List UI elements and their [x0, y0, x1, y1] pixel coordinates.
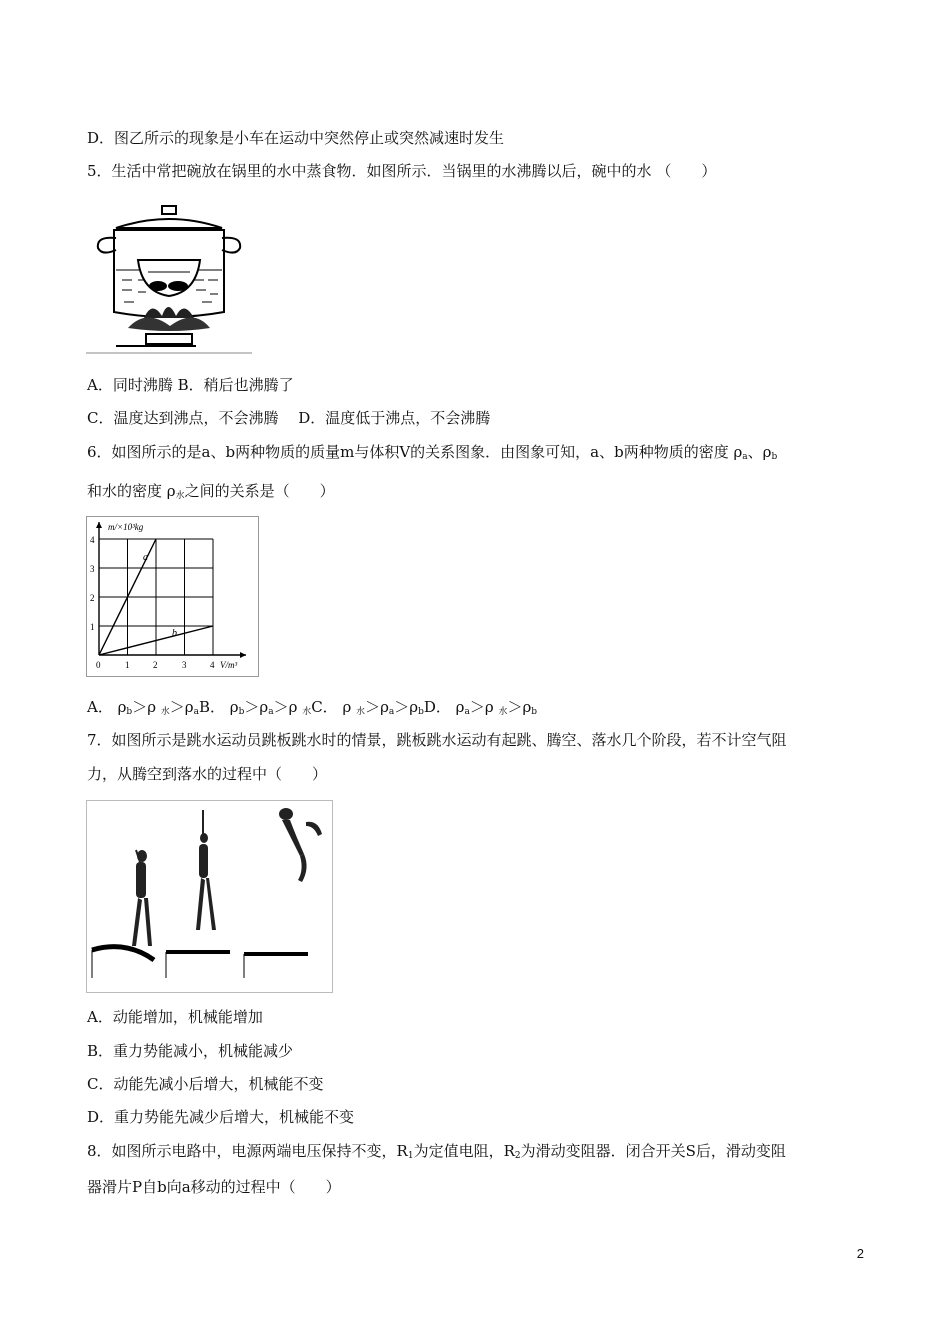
q6b-sub: 水 [175, 491, 185, 501]
question-6-options: A． $\rho_b>\rho$ $_水>\rho_aB$． $\rho_b>\rho_a>\rho$ $_水$C． ρ $_水>\rho_a>\rho_bD$． $\rho_a>\rho$ $_水>\rho_b$ [87, 698, 538, 717]
x-axis-label: V/m³ [220, 660, 238, 670]
y-tick-3: 3 [90, 564, 95, 574]
question-5-options-cd: C．温度达到沸点，不会沸腾 D．温度低于沸点，不会沸腾 [87, 409, 491, 427]
question-7-text-line1: 7．如图所示是跳水运动员跳板跳水时的情景，跳板跳水运动有起跳、腾空、落水几个阶段，若不计空气阻 [87, 731, 787, 749]
question-5-text: 5．生活中常把碗放在锅里的水中蒸食物．如图所示．当锅里的水沸腾以后，碗中的水 （ ） [87, 162, 717, 180]
y-tick-1: 1 [90, 622, 95, 632]
pot-steaming-figure [86, 200, 254, 356]
question-5-options-ab: A．同时沸腾 B．稍后也沸腾了 [87, 376, 294, 394]
question-6-text-line2 [87, 481, 335, 506]
line-b-label: b [172, 628, 177, 639]
x-tick-1: 1 [125, 660, 130, 670]
q6-text-part: 6．如图所示的是a、b两种物质的质量m与体积V的关系图象．由图象可知，a、b两种物质的密度 ρ [87, 443, 743, 461]
mass-volume-graph [86, 516, 260, 678]
question-7-text-line2: 力，从腾空到落水的过程中（ ） [87, 765, 328, 783]
x-tick-4: 4 [210, 660, 215, 670]
x-tick-0: 0 [96, 660, 101, 670]
diver-figure [86, 800, 334, 994]
x-tick-2: 2 [153, 660, 158, 670]
option-d-text: D．图乙所示的现象是小车在运动中突然停止或突然减速时发生 [87, 129, 505, 147]
page-number: 2 [856, 1246, 864, 1261]
question-7-option-c: C．动能先减小后增大，机械能不变 [87, 1075, 324, 1093]
q8-post: 为滑动变阻器．闭合开关S后，滑动变阻 [520, 1142, 786, 1160]
line-a-label: a [143, 552, 148, 563]
q6-sub-b: b [771, 452, 778, 462]
y-tick-2: 2 [90, 593, 95, 603]
y-tick-4: 4 [90, 535, 95, 545]
q6b-post: 之间的关系是（ ） [184, 482, 335, 500]
q8-sub-2: 2 [514, 1151, 521, 1161]
question-8-text-line1 [87, 1141, 786, 1166]
q8-pre: 8．如图所示电路中，电源两端电压保持不变，R [87, 1142, 408, 1160]
question-7-option-b: B．重力势能减小，机械能减少 [87, 1042, 294, 1060]
question-8-text-line2: 器滑片P自b向a移动的过程中（ ） [87, 1178, 341, 1196]
q6-sub-a: a [742, 452, 748, 462]
question-7-option-d: D．重力势能先减少后增大，机械能不变 [87, 1108, 355, 1126]
q6b-pre: 和水的密度 ρ [87, 482, 176, 500]
q8-mid: 为定值电阻，R [413, 1142, 515, 1160]
q6-text-mid: 、ρ [747, 443, 772, 461]
question-7-option-a: A．动能增加，机械能增加 [87, 1008, 263, 1026]
question-6-text-line1 [87, 442, 777, 467]
q8-sub-1: 1 [407, 1151, 414, 1161]
y-axis-label: m/×10³kg [108, 522, 144, 532]
x-tick-3: 3 [182, 660, 187, 670]
